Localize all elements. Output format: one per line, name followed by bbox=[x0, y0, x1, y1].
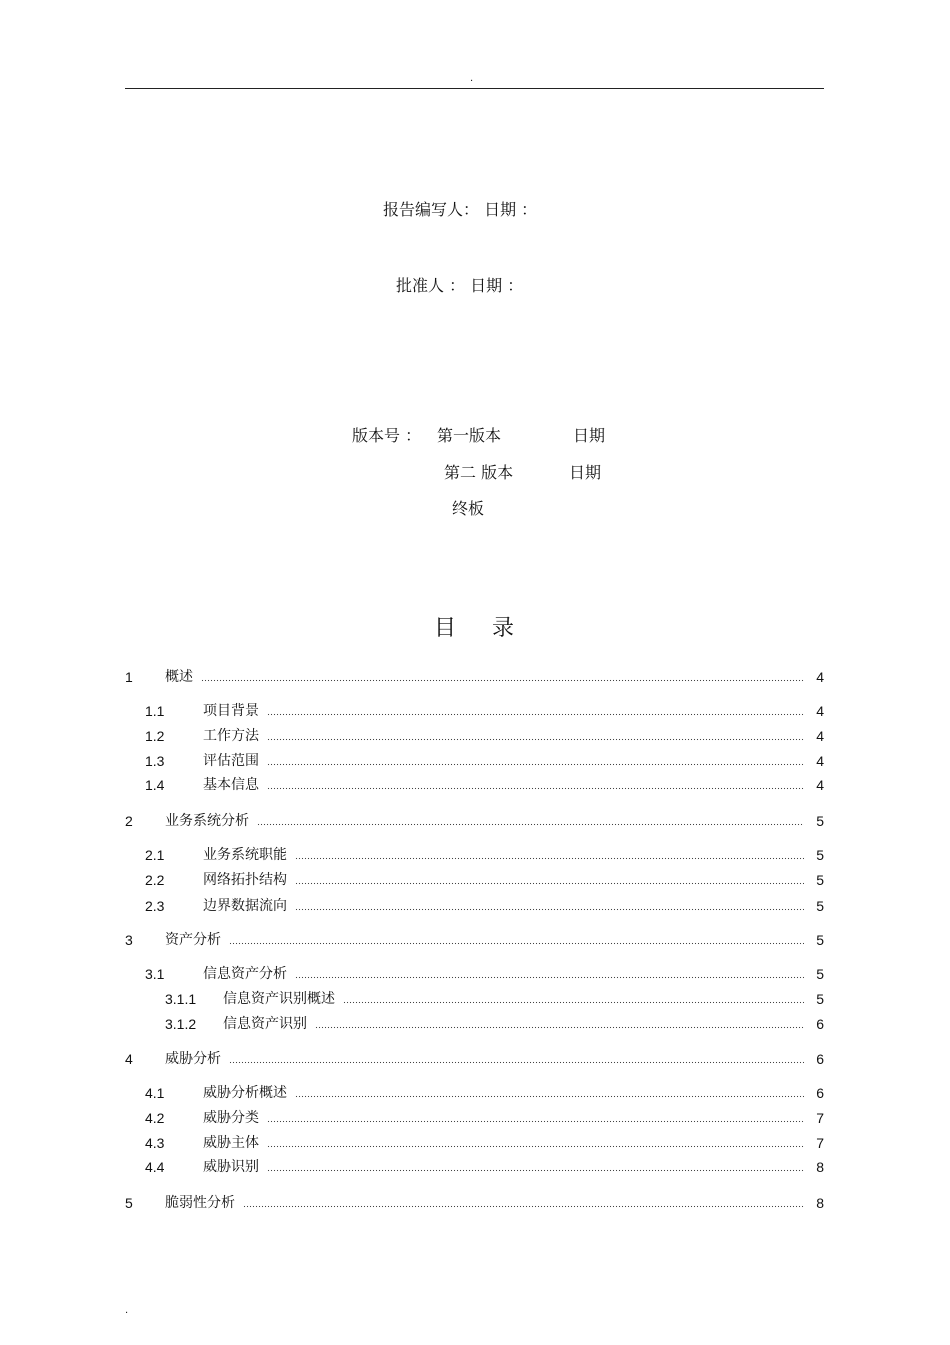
toc-dot-leader bbox=[267, 713, 804, 716]
toc-entry[interactable] bbox=[125, 990, 824, 1008]
toc-entry-page: 5 bbox=[816, 932, 824, 948]
toc-dot-leader bbox=[343, 1001, 804, 1004]
toc-title-left: 目 bbox=[434, 616, 457, 641]
toc-entry-title: 脆弱性分析 bbox=[165, 1195, 235, 1211]
toc-entry[interactable] bbox=[125, 965, 824, 983]
toc-dot-leader bbox=[267, 763, 804, 766]
toc-entry[interactable] bbox=[125, 668, 824, 686]
toc-entry-page: 6 bbox=[816, 1085, 824, 1101]
toc-entry-title: 项目背景 bbox=[203, 703, 259, 719]
toc-entry-title: 威胁分析概述 bbox=[203, 1085, 287, 1101]
toc-dot-leader bbox=[201, 679, 804, 682]
toc-entry-page: 4 bbox=[816, 728, 824, 744]
toc-entry[interactable] bbox=[125, 727, 824, 745]
toc-entry-title: 威胁分类 bbox=[203, 1110, 259, 1126]
toc-entry-number: 1.4 bbox=[145, 777, 165, 793]
toc-dot-leader bbox=[295, 857, 804, 860]
toc-entry-title: 业务系统职能 bbox=[203, 847, 287, 863]
toc-entry[interactable] bbox=[125, 1109, 824, 1127]
toc-entry-number: 3.1.1 bbox=[165, 991, 197, 1007]
toc-entry-title: 工作方法 bbox=[203, 728, 259, 744]
toc-entry[interactable] bbox=[125, 931, 824, 949]
toc-entry-number: 1.2 bbox=[145, 728, 165, 744]
toc-entry[interactable] bbox=[125, 1134, 824, 1152]
toc-entry-title: 评估范围 bbox=[203, 753, 259, 769]
toc-entry[interactable] bbox=[125, 1158, 824, 1176]
toc-entry-number: 2 bbox=[125, 813, 133, 829]
version-final: 终板 bbox=[452, 499, 485, 518]
toc-entry-title: 信息资产识别 bbox=[223, 1016, 307, 1032]
header-rule bbox=[125, 88, 824, 89]
toc-entry-title: 信息资产分析 bbox=[203, 966, 287, 982]
toc-entry-page: 5 bbox=[816, 813, 824, 829]
toc-entry-page: 6 bbox=[816, 1016, 824, 1032]
date-1: 日期 bbox=[573, 426, 606, 445]
toc-dot-leader bbox=[257, 823, 804, 826]
toc-entry-number: 4 bbox=[125, 1051, 133, 1067]
toc-entry-page: 5 bbox=[816, 966, 824, 982]
toc-dot-leader bbox=[267, 1145, 804, 1148]
toc-dot-leader bbox=[267, 738, 804, 741]
header-mark: . bbox=[470, 73, 474, 84]
toc-entry-number: 1.3 bbox=[145, 753, 165, 769]
toc-entry-page: 5 bbox=[816, 847, 824, 863]
toc-dot-leader bbox=[295, 1095, 804, 1098]
toc-entry-number: 4.3 bbox=[145, 1135, 165, 1151]
toc-entry[interactable] bbox=[125, 776, 824, 794]
toc-entry[interactable] bbox=[125, 846, 824, 864]
toc-entry[interactable] bbox=[125, 1050, 824, 1068]
toc-entry-number: 1.1 bbox=[145, 703, 165, 719]
toc-entry-page: 5 bbox=[816, 872, 824, 888]
toc-entry[interactable] bbox=[125, 1084, 824, 1102]
toc-entry-page: 4 bbox=[816, 753, 824, 769]
toc-entry-page: 4 bbox=[816, 669, 824, 685]
toc-entry-page: 6 bbox=[816, 1051, 824, 1067]
toc-entry-title: 威胁分析 bbox=[165, 1051, 221, 1067]
toc-entry-page: 5 bbox=[816, 991, 824, 1007]
author-line: 报告编写人： 日期 ： bbox=[383, 200, 538, 219]
toc-entry[interactable] bbox=[125, 1194, 824, 1212]
approver-line: 批准人 ： 日期 ： bbox=[396, 276, 524, 295]
version-1: 第一版本 bbox=[437, 426, 502, 445]
toc-dot-leader bbox=[243, 1205, 804, 1208]
toc-entry-title: 威胁主体 bbox=[203, 1135, 259, 1151]
toc-entry-page: 7 bbox=[816, 1110, 824, 1126]
toc-entry-title: 概述 bbox=[165, 669, 193, 685]
toc-dot-leader bbox=[267, 787, 804, 790]
toc-entry-title: 基本信息 bbox=[203, 777, 259, 793]
toc-entry-title: 资产分析 bbox=[165, 932, 221, 948]
toc-entry-number: 4.4 bbox=[145, 1159, 165, 1175]
toc-entry-number: 1 bbox=[125, 669, 133, 685]
toc-entry[interactable] bbox=[125, 897, 824, 915]
toc-entry-title: 信息资产识别概述 bbox=[223, 991, 335, 1007]
toc-entry-page: 5 bbox=[816, 898, 824, 914]
footer-mark: . bbox=[125, 1305, 129, 1316]
toc-dot-leader bbox=[229, 942, 804, 945]
toc-dot-leader bbox=[295, 976, 804, 979]
toc-entry-page: 4 bbox=[816, 703, 824, 719]
toc-dot-leader bbox=[315, 1026, 804, 1029]
toc-entry-title: 网络拓扑结构 bbox=[203, 872, 287, 888]
toc-entry[interactable] bbox=[125, 871, 824, 889]
toc-entry-title: 业务系统分析 bbox=[165, 813, 249, 829]
toc-entry-number: 3.1.2 bbox=[165, 1016, 197, 1032]
version-label: 版本号 ： bbox=[352, 426, 422, 445]
toc-entry-number: 4.2 bbox=[145, 1110, 165, 1126]
toc-entry[interactable] bbox=[125, 812, 824, 830]
toc-entry-number: 2.2 bbox=[145, 872, 165, 888]
toc-entry-title: 威胁识别 bbox=[203, 1159, 259, 1175]
toc-dot-leader bbox=[295, 908, 804, 911]
toc-entry-number: 3 bbox=[125, 932, 133, 948]
toc-entry-page: 4 bbox=[816, 777, 824, 793]
toc-dot-leader bbox=[267, 1169, 804, 1172]
toc-dot-leader bbox=[229, 1061, 804, 1064]
toc-entry-number: 2.1 bbox=[145, 847, 165, 863]
toc-dot-leader bbox=[295, 882, 804, 885]
toc-dot-leader bbox=[267, 1120, 804, 1123]
date-2: 日期 bbox=[569, 463, 602, 482]
toc-entry[interactable] bbox=[125, 752, 824, 770]
toc-entry[interactable] bbox=[125, 1015, 824, 1033]
toc-entry-page: 7 bbox=[816, 1135, 824, 1151]
toc-entry-title: 边界数据流向 bbox=[203, 898, 287, 914]
toc-title-right: 录 bbox=[492, 616, 515, 641]
toc-entry-number: 3.1 bbox=[145, 966, 165, 982]
toc-entry-page: 8 bbox=[816, 1159, 824, 1175]
toc-entry-number: 5 bbox=[125, 1195, 133, 1211]
toc-entry-page: 8 bbox=[816, 1195, 824, 1211]
toc-entry-number: 4.1 bbox=[145, 1085, 165, 1101]
version-2: 第二 版本 bbox=[444, 463, 514, 482]
toc-entry-number: 2.3 bbox=[145, 898, 165, 914]
toc-title bbox=[434, 616, 514, 642]
toc-entry[interactable] bbox=[125, 702, 824, 720]
